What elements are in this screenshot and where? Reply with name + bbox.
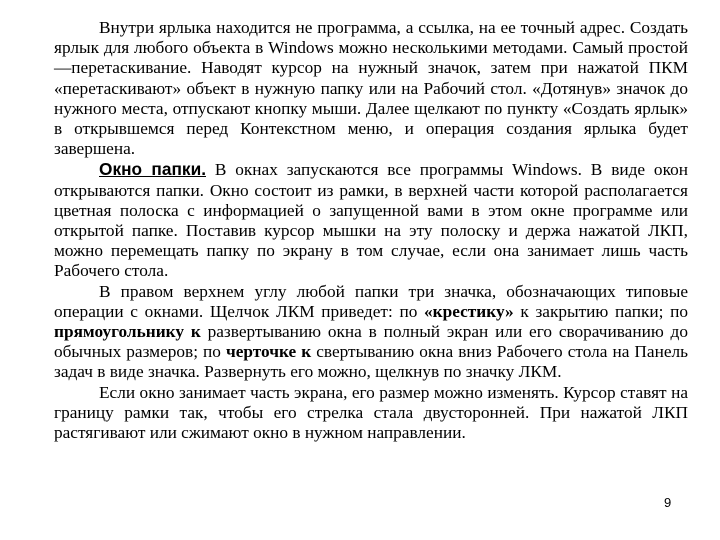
section-heading-folder-window: Окно папки. <box>99 159 206 180</box>
window-buttons-text-3: развертыванию окна в полный экран или его сворачиванию до обычных размеров; по <box>54 322 688 362</box>
window-buttons-text-1: В правом верхнем углу любой папки три значка, обозначающих типовые операции с окнами. Щелчок ЛКМ приведет: по <box>54 281 688 321</box>
paragraph-folder-window <box>54 159 688 281</box>
term-rectangle: прямоугольнику к <box>54 322 201 342</box>
term-dash: черточке к <box>225 342 312 362</box>
paragraph-shortcut: Внутри ярлыка находится не программа, а ссылка, на ее точный адрес. Создать ярлык для любого объекта в Windows можно несколькими методами. Самый простой—перетаскивание. Наводят курсор на нужный значок, затем при нажатой ПКМ «перетаскивают» объект в нужную папку или на Рабочий стол. «Дотянув» значок до нужного места, отпускают кнопку мыши. Далее щелкают по пункту «Создать ярлык» в открывшемся перед Контекстном меню, и операция создания ярлыка будет завершена. <box>54 18 688 159</box>
window-buttons-text-4: свертыванию окна вниз Рабочего стола на Панель задач в виде значка. Развернуть его можно, щелкнув по значку ЛКМ. <box>54 342 688 382</box>
term-cross: «крестику» <box>424 301 514 321</box>
paragraph-window-buttons <box>54 282 688 383</box>
window-buttons-text-2: к закрытию папки; по <box>513 301 688 321</box>
paragraph-window-resize: Если окно занимает часть экрана, его размер можно изменять. Курсор ставят на границу рамки так, чтобы его стрелка стала двусторонней. При нажатой ЛКП растягивают или сжимают окно в нужном направлении. <box>54 382 688 443</box>
document-body <box>54 18 688 443</box>
page-number: 9 <box>664 495 672 510</box>
paragraph-folder-window-text: В окнах запускаются все программы Windows. В виде окон открываются папки. Окно состоит из рамки, в верхней части которой располагается цветная полоска с информацией о запущенной вами в этом окне программе или открытой папке. Поставив курсор мышки на эту полоску и держа нажатой ЛКП, можно перемещать папку по экрану в том случае, если она занимает лишь часть Рабочего стола. <box>54 160 688 281</box>
